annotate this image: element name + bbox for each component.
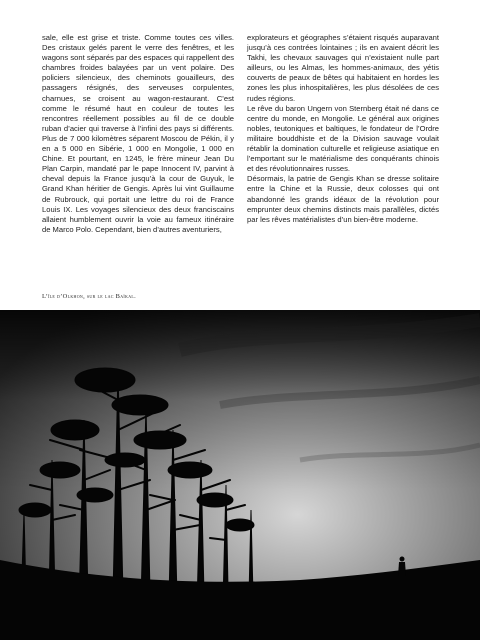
paragraph: Désormais, la patrie de Gengis Khan se dresse solitaire entre la Chine et la Russie, deux colosses qui ont abandonné les grands idéaux de la révolution pour emprunter deux chemins distincts mais parallèles, dictés par les rêves matérialistes d’un bien-être moderne. [247, 174, 439, 224]
landscape-photo [0, 310, 480, 640]
photo-caption: L’île d’Olkhon, sur le lac Baïkal. [42, 293, 137, 300]
paragraph: explorateurs et géographes s’étaient risqués auparavant jusqu’à ces contrées lointaines ; ils en avaient décrit les Takhi, les chevaux sauvages qui n’existaient nulle part ailleurs, ou les Almas, les hommes-animaux, des yétis couverts de peaux de bêtes qui habitaient en hordes les zones les plus inhospitalières, les plus désolées de ces rudes régions. [247, 33, 439, 103]
paragraph: sale, elle est grise et triste. Comme toutes ces villes. Des cristaux gelés parent le verre des fenêtres, et les wagons sont séparés par des espaces qui rappellent des chambres froides balayées par un vent polaire. Des policiers silencieux, des cheminots gouailleurs, des passagers résignés, des serveuses corpulentes, charnues, se croisent au wagon-restaurant. C’est comme le résumé haut en couleur de toutes les rencontres réellement possibles au fil de ce double ruban d’acier qui traverse à l’infini des pays si différents. Plus de 7 000 kilomètres séparent Moscou de Pékin, il y en a 5 000 en Sibérie, 1 000 en Mongolie, 1 000 en Chine. Et pourtant, en 1245, le frère mineur Jean Du Plan Carpin, mandaté par le pape Innocent IV, parvint à cheval depuis la France jusqu’à la cour de Guyuk, le Grand Khan héritier de Gengis. Après lui vint Guillaume de Rubrouck, qui portait une lettre du roi de France Louis IX. Les voyages silencieux des deux franciscains allaient humblement ouvrir la voie au fameux itinéraire de Marco Polo. Cependant, bien d’autres aventuriers, [42, 33, 234, 234]
article-body [42, 33, 439, 235]
article-column-right [247, 33, 439, 235]
paragraph: Le rêve du baron Ungern von Sternberg était né dans ce centre du monde, en Mongolie. Le général aux origines nobles, teutoniques et baltiques, le fondateur de l’Ordre militaire bouddhiste et de la Division sauvage voulait rétablir la domination culturelle et religieuse asiatique en l’emportant sur le matérialisme des conquérants chinois et des révolutionnaires russes. [247, 103, 439, 174]
article-column-left [42, 33, 234, 235]
photo-illustration [0, 310, 480, 640]
